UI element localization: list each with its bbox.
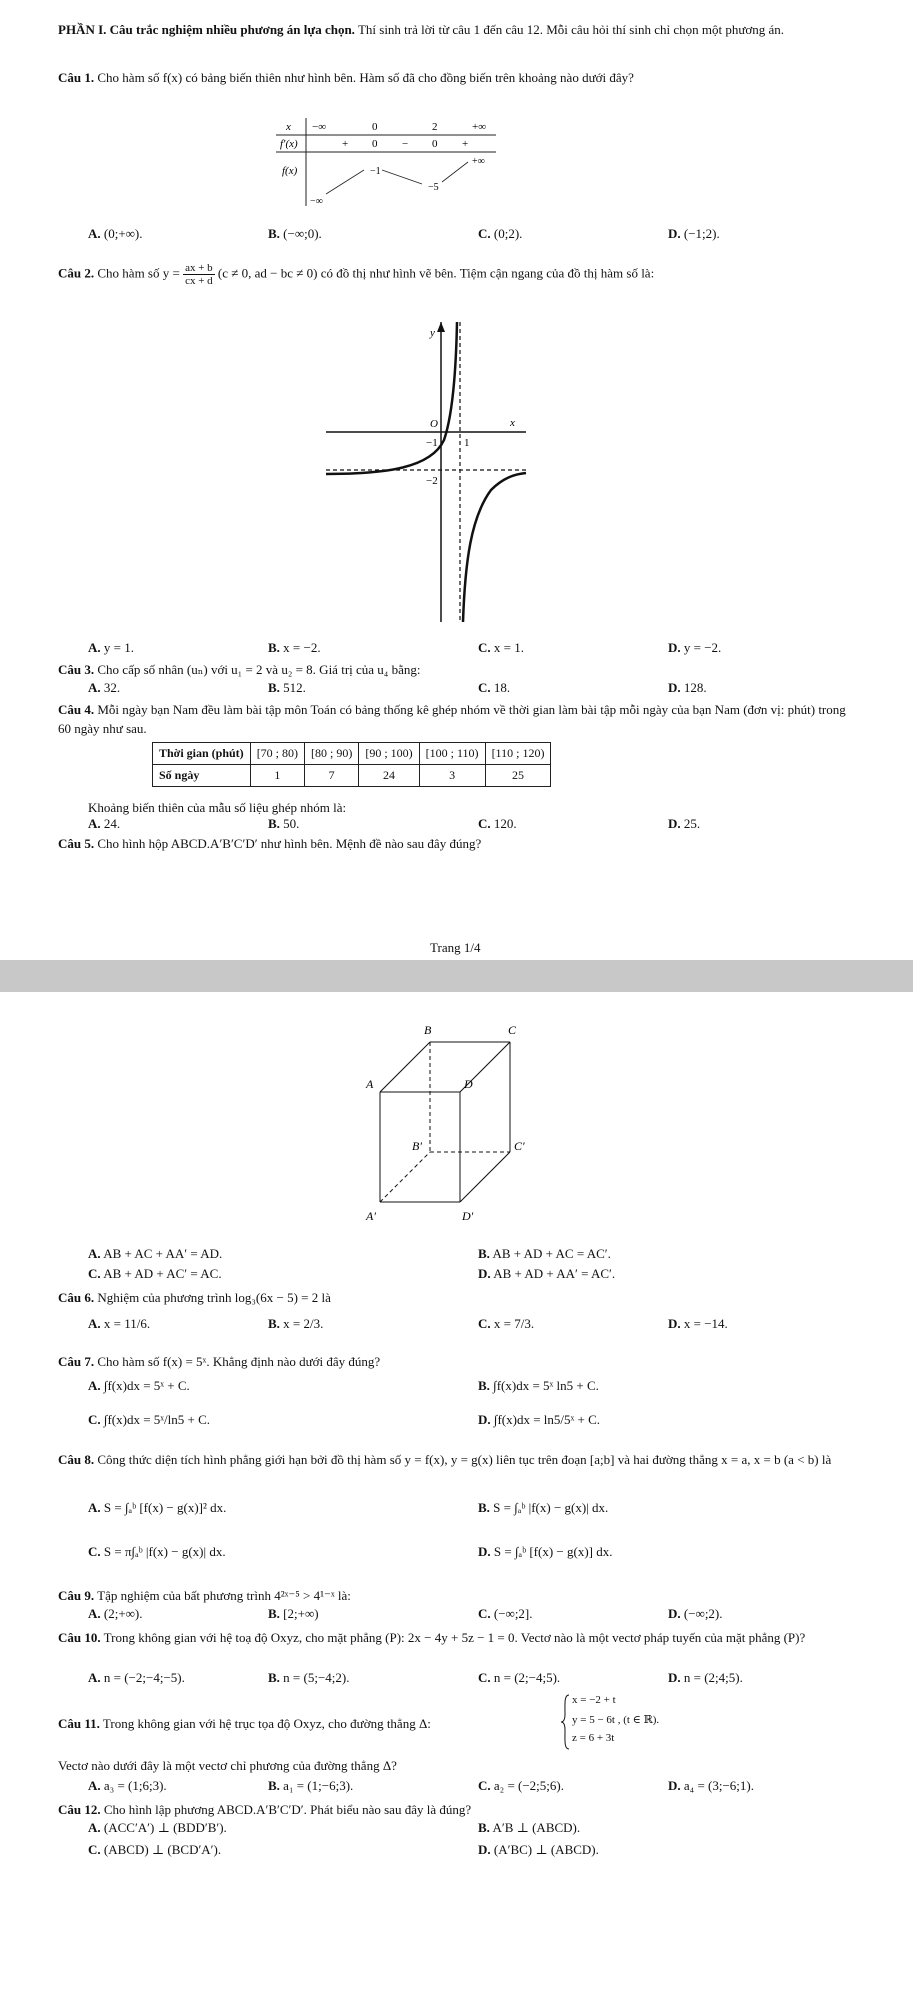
q4-subquestion: Khoảng biến thiên của mẫu số liệu ghép nhóm là: (88, 800, 347, 815)
q10-option-a[interactable]: A. n = (−2;−4;−5). (88, 1670, 185, 1685)
page-1 (0, 0, 913, 960)
q12-option-c[interactable]: C. (ABCD) ⊥ (BCD′A′). (88, 1842, 222, 1857)
question-12 (58, 1800, 853, 1819)
question-label: Câu 8. (58, 1452, 95, 1467)
q1-option-c[interactable]: C. (0;2). (478, 226, 523, 241)
q5-option-c[interactable]: C. AB + AD + AC′ = AC. (88, 1266, 222, 1281)
question-text: Cho hình hộp ABCD.A′B′C′D′ như hình bên. Mệnh đề nào sau đây đúng? (97, 836, 482, 851)
table-cell: [70 ; 80) (250, 743, 304, 765)
table-sign-1: + (342, 138, 349, 150)
question-8 (58, 1450, 853, 1469)
q3-option-c[interactable]: C. 18. (478, 680, 511, 695)
page-footer: Trang 1/4 (430, 940, 481, 955)
q8-option-a[interactable]: A. S = ∫ₐᵇ [f(x) − g(x)]² dx. (88, 1500, 227, 1515)
table-cell: [100 ; 110) (419, 743, 485, 765)
table-cell: 3 (419, 765, 485, 787)
question-11-post: Vectơ nào dưới đây là một vectơ chỉ phương của đường thẳng Δ? (58, 1758, 397, 1773)
table-sign-2: − (402, 138, 409, 150)
question-5 (58, 834, 853, 853)
question-text: Trong không gian với hệ trục tọa độ Oxyz, cho đường thẳng Δ: (102, 1716, 431, 1731)
brace-icon (560, 1694, 570, 1750)
row-header: Số ngày (153, 765, 251, 787)
q6-option-b[interactable]: B. x = 2/3. (268, 1316, 324, 1331)
q8-option-c[interactable]: C. S = π∫ₐᵇ |f(x) − g(x)| dx. (88, 1544, 226, 1559)
q8-option-d[interactable]: D. S = ∫ₐᵇ [f(x) − g(x)] dx. (478, 1544, 613, 1559)
table-val-neg-inf: −∞ (310, 196, 323, 207)
question-label: Câu 9. (58, 1588, 95, 1603)
q12-option-d[interactable]: D. (A′BC) ⊥ (ABCD). (478, 1842, 599, 1857)
q4-option-c[interactable]: C. 120. (478, 816, 517, 831)
q6-option-d[interactable]: D. x = −14. (668, 1316, 728, 1331)
table-row (153, 765, 551, 787)
function-graph (326, 322, 526, 622)
q11-option-c[interactable]: C. a₂ = (−2;5;6). (478, 1778, 564, 1793)
question-text: Cho cấp số nhân (uₙ) với u₁ = 2 và u₂ = 8. Giá trị của u₄ bằng: (97, 662, 421, 677)
question-text: Trong không gian với hệ toạ độ Oxyz, cho mặt phẳng (P): 2x − 4y + 5z − 1 = 0. Vectơ nào là một vectơ pháp tuyến của mặt phẳng (P)? (103, 1630, 806, 1645)
q12-option-a[interactable]: A. (ACC′A′) ⊥ (BDD′B′). (88, 1820, 227, 1835)
q1-option-b[interactable]: B. (−∞;0). (268, 226, 322, 241)
vertex-a1: A′ (366, 1209, 376, 1223)
q2-option-c[interactable]: C. x = 1. (478, 640, 524, 655)
q6-option-c[interactable]: C. x = 7/3. (478, 1316, 535, 1331)
question-2: Câu 2. Cho hàm số y = $\frac{ax + b}{cx + d}$ (c ≠ 0, ad − bc ≠ 0) có đồ thị như hình vẽ bên. Tiệm cận ngang của đồ thị hàm số là: (58, 262, 655, 287)
q9-option-d[interactable]: D. (−∞;2). (668, 1606, 723, 1621)
question-text: Mỗi ngày bạn Nam đều làm bài tập môn Toán có bảng thống kê ghép nhóm về thời gian làm bài tập mỗi ngày của bạn Nam (đơn vị: phút) trong 60 ngày như sau. (58, 702, 846, 736)
question-label: Câu 10. (58, 1630, 101, 1645)
question-text: Tập nghiệm của bất phương trình 4²ˣ⁻⁵ > 4¹⁻ˣ là: (97, 1588, 351, 1603)
part-header (58, 20, 853, 39)
q4-option-d[interactable]: D. 25. (668, 816, 701, 831)
table-x-neg-inf: −∞ (312, 121, 327, 133)
question-text: Nghiệm của phương trình log₃(6x − 5) = 2 là (97, 1290, 331, 1305)
table-cell: [110 ; 120) (485, 743, 551, 765)
vertex-c1: C′ (514, 1139, 525, 1153)
table-x-two: 2 (432, 121, 438, 133)
row-header: Thời gian (phút) (153, 743, 251, 765)
system-line-2: y = 5 − 6t , (t ∈ ℝ). (572, 1714, 660, 1726)
q1-option-d[interactable]: D. (−1;2). (668, 226, 720, 241)
table-fprime-label: f′(x) (280, 138, 298, 150)
table-val-m5: −5 (428, 182, 439, 193)
question-label: Câu 7. (58, 1354, 95, 1369)
vertex-a: A (366, 1077, 374, 1091)
q2-option-d[interactable]: D. y = −2. (668, 640, 722, 655)
question-label: Câu 5. (58, 836, 95, 851)
graph-x-label: x (510, 417, 515, 429)
table-x-zero: 0 (372, 121, 378, 133)
question-text: Cho hàm số f(x) có bảng biến thiên như hình bên. Hàm số đã cho đồng biến trên khoảng nào dưới đây? (97, 70, 634, 85)
question-6 (58, 1288, 853, 1307)
parallelepiped-figure (360, 1022, 540, 1232)
q11-option-d[interactable]: D. a₄ = (3;−6;1). (668, 1778, 754, 1793)
question-label: Câu 11. (58, 1716, 100, 1731)
q2-option-a[interactable]: A. y = 1. (88, 640, 134, 655)
question-9 (58, 1586, 853, 1605)
question-label: Câu 12. (58, 1802, 101, 1817)
vertex-b: B (424, 1023, 432, 1037)
q11-option-b[interactable]: B. a₁ = (1;−6;3). (268, 1778, 354, 1793)
q5-option-b[interactable]: B. AB + AD + AC = AC′. (478, 1246, 611, 1261)
table-x-pos-inf: +∞ (472, 121, 487, 133)
q11-option-a[interactable]: A. a₃ = (1;6;3). (88, 1778, 167, 1793)
question-7 (58, 1352, 853, 1371)
part-title: PHẦN I. Câu trắc nghiệm nhiều phương án lựa chọn. (58, 22, 355, 37)
q10-option-d[interactable]: D. n = (2;4;5). (668, 1670, 743, 1685)
question-label: Câu 4. (58, 702, 95, 717)
system-line-1: x = −2 + t (572, 1694, 616, 1706)
table-cell: 1 (250, 765, 304, 787)
variation-table (276, 118, 496, 208)
q7-option-a[interactable]: A. ∫f(x)dx = 5ˣ + C. (88, 1378, 190, 1393)
table-fx-label: f(x) (282, 165, 298, 177)
frequency-table (152, 742, 551, 787)
table-cell: 25 (485, 765, 551, 787)
q7-option-d[interactable]: D. ∫f(x)dx = ln5/5ˣ + C. (478, 1412, 601, 1427)
part-description: Thí sinh trả lời từ câu 1 đến câu 12. Mỗi câu hỏi thí sinh chỉ chọn một phương án. (357, 22, 785, 37)
question-text: Cho hàm số f(x) = 5ˣ. Khẳng định nào dưới đây đúng? (97, 1354, 381, 1369)
q3-option-b[interactable]: B. 512. (268, 680, 306, 695)
vertex-d: D (464, 1077, 473, 1091)
question-label: Câu 6. (58, 1290, 95, 1305)
page-separator (0, 960, 913, 992)
q4-option-b[interactable]: B. 50. (268, 816, 300, 831)
table-cell: [90 ; 100) (359, 743, 419, 765)
vertex-b1: B′ (412, 1139, 422, 1153)
question-text: Công thức diện tích hình phẳng giới hạn bởi đồ thị hàm số y = f(x), y = g(x) liên tục trên đoạn [a;b] và hai đường thẳng x = a, x = b (a < b) là (97, 1452, 832, 1467)
q2-option-b[interactable]: B. x = −2. (268, 640, 321, 655)
table-row (153, 743, 551, 765)
q8-option-b[interactable]: B. S = ∫ₐᵇ |f(x) − g(x)| dx. (478, 1500, 609, 1515)
q12-option-b[interactable]: B. A′B ⊥ (ABCD). (478, 1820, 581, 1835)
table-cell: 7 (305, 765, 359, 787)
table-fp-zero-2: 0 (432, 138, 438, 150)
table-cell: 24 (359, 765, 419, 787)
question-10 (58, 1628, 853, 1647)
q10-option-c[interactable]: C. n = (2;−4;5). (478, 1670, 561, 1685)
vertex-d1: D′ (462, 1209, 474, 1223)
page-2 (0, 992, 913, 2016)
q1-option-a[interactable]: A. (0;+∞). (88, 226, 143, 241)
q4-option-a[interactable]: A. 24. (88, 816, 121, 831)
q9-option-a[interactable]: A. (2;+∞). (88, 1606, 143, 1621)
graph-m1: −1 (426, 437, 438, 449)
table-cell: [80 ; 90) (305, 743, 359, 765)
q5-option-a[interactable]: A. AB + AC + AA′ = AD. (88, 1246, 223, 1261)
q7-option-b[interactable]: B. ∫f(x)dx = 5ˣ ln5 + C. (478, 1378, 599, 1393)
question-3 (58, 660, 853, 679)
question-1 (58, 68, 853, 87)
table-fp-zero-1: 0 (372, 138, 378, 150)
q7-option-c[interactable]: C. ∫f(x)dx = 5ˣ/ln5 + C. (88, 1412, 211, 1427)
table-x-label: x (286, 121, 291, 133)
q3-option-a[interactable]: A. 32. (88, 680, 121, 695)
graph-p1: 1 (464, 437, 470, 449)
graph-y-label: y (430, 327, 435, 339)
question-label: Câu 1. (58, 70, 95, 85)
question-text: Cho hình lập phương ABCD.A′B′C′D′. Phát biểu nào sau đây là đúng? (103, 1802, 472, 1817)
graph-origin: O (430, 418, 438, 430)
graph-m2: −2 (426, 475, 438, 487)
q3-option-d[interactable]: D. 128. (668, 680, 707, 695)
q5-option-d[interactable]: D. AB + AD + AA′ = AC′. (478, 1266, 616, 1281)
q9-option-c[interactable]: C. (−∞;2]. (478, 1606, 533, 1621)
table-val-m1: −1 (370, 166, 381, 177)
question-label: Câu 2. (58, 265, 95, 281)
table-val-pos-inf: +∞ (472, 156, 485, 167)
table-sign-3: + (462, 138, 469, 150)
system-line-3: z = 6 + 3t (572, 1732, 615, 1744)
q10-option-b[interactable]: B. n = (5;−4;2). (268, 1670, 350, 1685)
fraction: $\frac{ax + b}{cx + d}$ (185, 262, 213, 287)
q6-option-a[interactable]: A. x = 11/6. (88, 1316, 151, 1331)
q9-option-b[interactable]: B. [2;+∞) (268, 1606, 319, 1621)
question-4 (58, 700, 853, 738)
question-label: Câu 3. (58, 662, 95, 677)
vertex-c: C (508, 1023, 517, 1037)
